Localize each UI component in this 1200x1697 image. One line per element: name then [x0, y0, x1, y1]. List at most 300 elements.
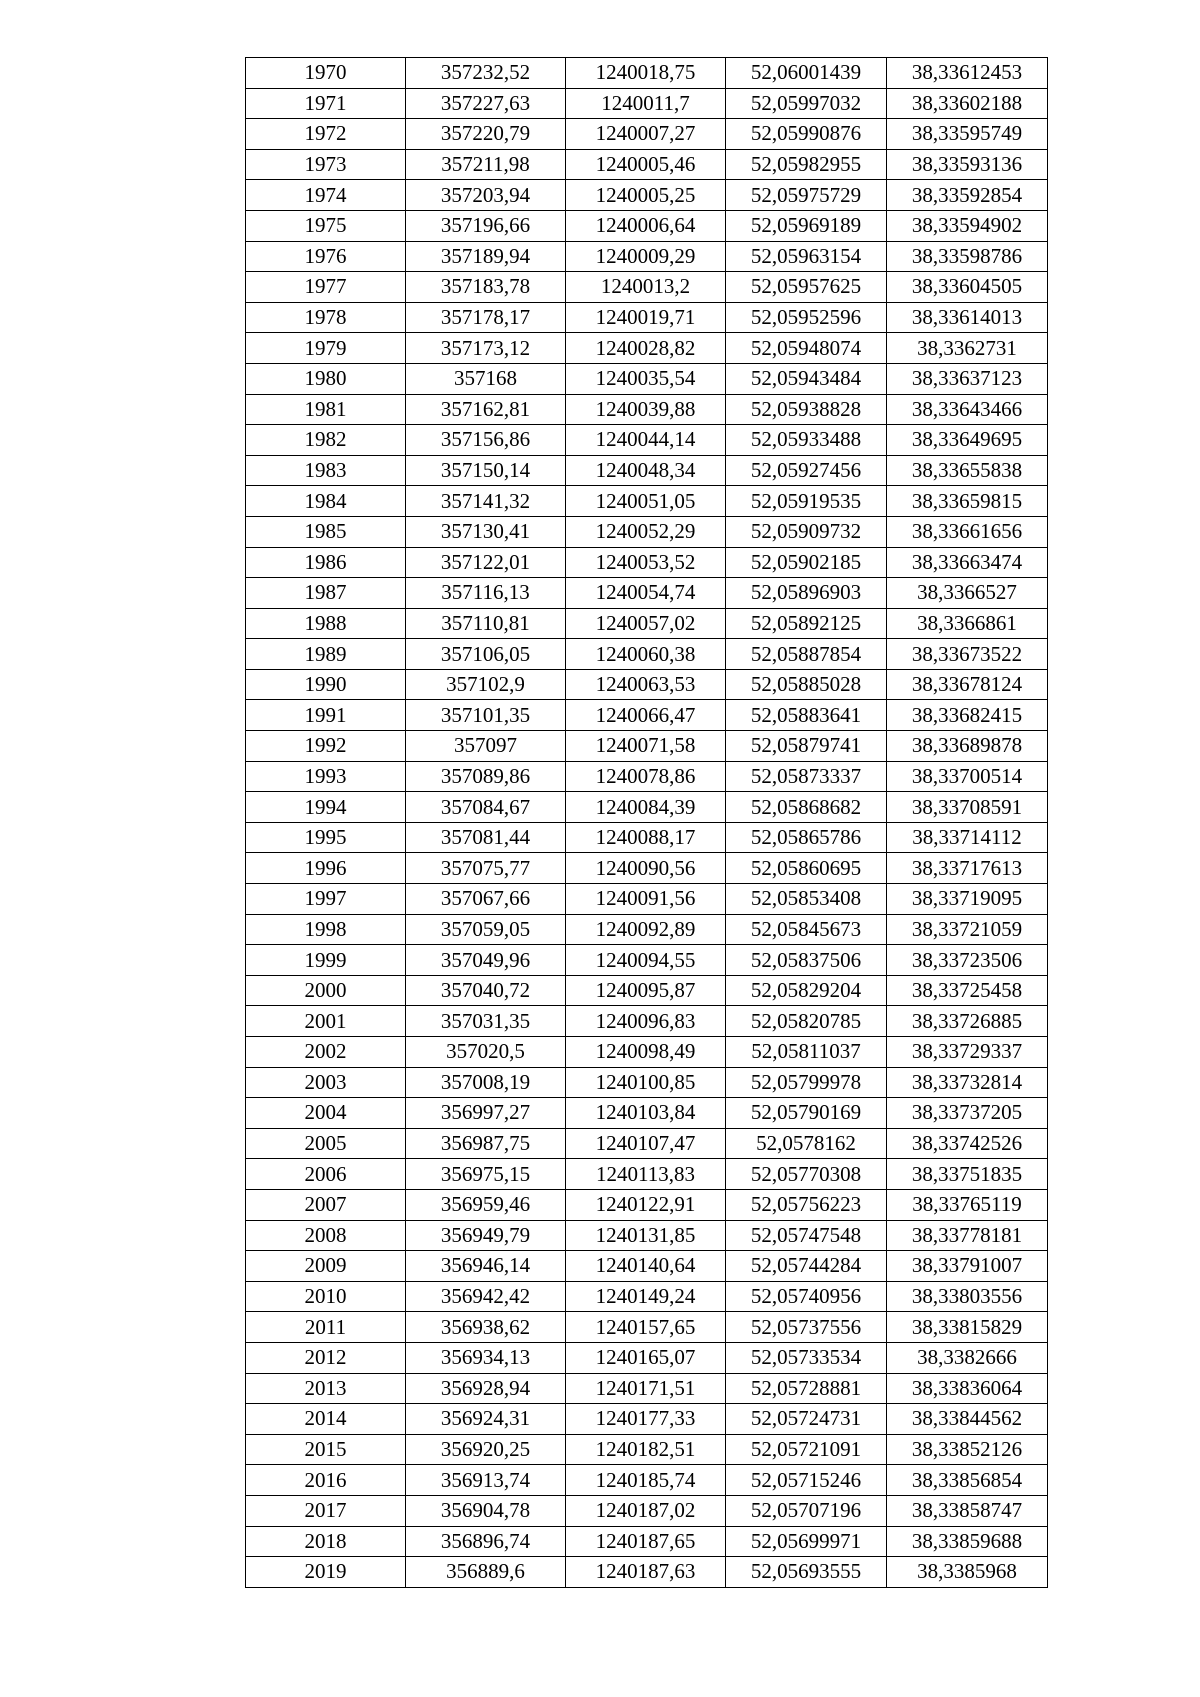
point-number-cell: 1988 [246, 608, 406, 639]
coordinates-table-body [246, 58, 1048, 1588]
y-coordinate-cell: 1240092,89 [566, 914, 726, 945]
longitude-cell: 38,33593136 [887, 149, 1048, 180]
latitude-cell: 52,05744284 [726, 1251, 887, 1282]
x-coordinate-cell: 357084,67 [406, 792, 566, 823]
x-coordinate-cell: 357183,78 [406, 272, 566, 303]
latitude-cell: 52,05868682 [726, 792, 887, 823]
longitude-cell: 38,33604505 [887, 272, 1048, 303]
x-coordinate-cell: 356997,27 [406, 1098, 566, 1129]
point-number-cell: 1990 [246, 669, 406, 700]
point-number-cell: 1986 [246, 547, 406, 578]
point-number-cell: 1996 [246, 853, 406, 884]
longitude-cell: 38,33852126 [887, 1434, 1048, 1465]
x-coordinate-cell: 356904,78 [406, 1495, 566, 1526]
y-coordinate-cell: 1240140,64 [566, 1251, 726, 1282]
point-number-cell: 1972 [246, 119, 406, 150]
latitude-cell: 52,05845673 [726, 914, 887, 945]
y-coordinate-cell: 1240122,91 [566, 1189, 726, 1220]
latitude-cell: 52,05873337 [726, 761, 887, 792]
x-coordinate-cell: 357097 [406, 731, 566, 762]
point-number-cell: 1973 [246, 149, 406, 180]
latitude-cell: 52,05938828 [726, 394, 887, 425]
x-coordinate-cell: 357227,63 [406, 88, 566, 119]
table-row [246, 241, 1048, 272]
longitude-cell: 38,33661656 [887, 516, 1048, 547]
latitude-cell: 52,05887854 [726, 639, 887, 670]
table-row [246, 700, 1048, 731]
latitude-cell: 52,05737556 [726, 1312, 887, 1343]
longitude-cell: 38,33725458 [887, 975, 1048, 1006]
longitude-cell: 38,33778181 [887, 1220, 1048, 1251]
latitude-cell: 52,05885028 [726, 669, 887, 700]
x-coordinate-cell: 357211,98 [406, 149, 566, 180]
y-coordinate-cell: 1240098,49 [566, 1037, 726, 1068]
table-row [246, 1251, 1048, 1282]
y-coordinate-cell: 1240107,47 [566, 1128, 726, 1159]
table-row [246, 1128, 1048, 1159]
point-number-cell: 2008 [246, 1220, 406, 1251]
latitude-cell: 52,06001439 [726, 58, 887, 89]
x-coordinate-cell: 357102,9 [406, 669, 566, 700]
table-row [246, 761, 1048, 792]
longitude-cell: 38,33595749 [887, 119, 1048, 150]
longitude-cell: 38,33655838 [887, 455, 1048, 486]
y-coordinate-cell: 1240071,58 [566, 731, 726, 762]
point-number-cell: 2016 [246, 1465, 406, 1496]
longitude-cell: 38,33682415 [887, 700, 1048, 731]
latitude-cell: 52,05747548 [726, 1220, 887, 1251]
longitude-cell: 38,33643466 [887, 394, 1048, 425]
latitude-cell: 52,05969189 [726, 210, 887, 241]
longitude-cell: 38,33614013 [887, 302, 1048, 333]
latitude-cell: 52,05790169 [726, 1098, 887, 1129]
y-coordinate-cell: 1240007,27 [566, 119, 726, 150]
y-coordinate-cell: 1240165,07 [566, 1342, 726, 1373]
y-coordinate-cell: 1240053,52 [566, 547, 726, 578]
longitude-cell: 38,33700514 [887, 761, 1048, 792]
latitude-cell: 52,05707196 [726, 1495, 887, 1526]
latitude-cell: 52,05952596 [726, 302, 887, 333]
latitude-cell: 52,05724731 [726, 1404, 887, 1435]
latitude-cell: 52,05879741 [726, 731, 887, 762]
point-number-cell: 2004 [246, 1098, 406, 1129]
x-coordinate-cell: 356959,46 [406, 1189, 566, 1220]
point-number-cell: 2018 [246, 1526, 406, 1557]
longitude-cell: 38,33717613 [887, 853, 1048, 884]
y-coordinate-cell: 1240028,82 [566, 333, 726, 364]
table-row [246, 425, 1048, 456]
latitude-cell: 52,05853408 [726, 884, 887, 915]
point-number-cell: 2005 [246, 1128, 406, 1159]
latitude-cell: 52,05693555 [726, 1557, 887, 1588]
table-row [246, 608, 1048, 639]
longitude-cell: 38,33714112 [887, 822, 1048, 853]
longitude-cell: 38,33602188 [887, 88, 1048, 119]
y-coordinate-cell: 1240048,34 [566, 455, 726, 486]
x-coordinate-cell: 356920,25 [406, 1434, 566, 1465]
table-row [246, 210, 1048, 241]
x-coordinate-cell: 357049,96 [406, 945, 566, 976]
point-number-cell: 1979 [246, 333, 406, 364]
x-coordinate-cell: 357031,35 [406, 1006, 566, 1037]
x-coordinate-cell: 357189,94 [406, 241, 566, 272]
y-coordinate-cell: 1240171,51 [566, 1373, 726, 1404]
latitude-cell: 52,05829204 [726, 975, 887, 1006]
latitude-cell: 52,05756223 [726, 1189, 887, 1220]
y-coordinate-cell: 1240113,83 [566, 1159, 726, 1190]
x-coordinate-cell: 357220,79 [406, 119, 566, 150]
latitude-cell: 52,05715246 [726, 1465, 887, 1496]
y-coordinate-cell: 1240051,05 [566, 486, 726, 517]
y-coordinate-cell: 1240103,84 [566, 1098, 726, 1129]
point-number-cell: 2013 [246, 1373, 406, 1404]
x-coordinate-cell: 356934,13 [406, 1342, 566, 1373]
table-row [246, 333, 1048, 364]
table-row [246, 516, 1048, 547]
point-number-cell: 1992 [246, 731, 406, 762]
longitude-cell: 38,3362731 [887, 333, 1048, 364]
x-coordinate-cell: 357020,5 [406, 1037, 566, 1068]
latitude-cell: 52,0578162 [726, 1128, 887, 1159]
latitude-cell: 52,05982955 [726, 149, 887, 180]
point-number-cell: 1970 [246, 58, 406, 89]
table-row [246, 1404, 1048, 1435]
point-number-cell: 1993 [246, 761, 406, 792]
point-number-cell: 2017 [246, 1495, 406, 1526]
point-number-cell: 2002 [246, 1037, 406, 1068]
y-coordinate-cell: 1240019,71 [566, 302, 726, 333]
x-coordinate-cell: 356924,31 [406, 1404, 566, 1435]
table-row [246, 272, 1048, 303]
point-number-cell: 2006 [246, 1159, 406, 1190]
point-number-cell: 1981 [246, 394, 406, 425]
point-number-cell: 1997 [246, 884, 406, 915]
longitude-cell: 38,33659815 [887, 486, 1048, 517]
x-coordinate-cell: 357089,86 [406, 761, 566, 792]
y-coordinate-cell: 1240006,64 [566, 210, 726, 241]
point-number-cell: 2000 [246, 975, 406, 1006]
y-coordinate-cell: 1240100,85 [566, 1067, 726, 1098]
table-row [246, 639, 1048, 670]
table-row [246, 1495, 1048, 1526]
y-coordinate-cell: 1240054,74 [566, 578, 726, 609]
x-coordinate-cell: 356942,42 [406, 1281, 566, 1312]
table-row [246, 455, 1048, 486]
table-row [246, 1342, 1048, 1373]
y-coordinate-cell: 1240094,55 [566, 945, 726, 976]
longitude-cell: 38,3366861 [887, 608, 1048, 639]
y-coordinate-cell: 1240095,87 [566, 975, 726, 1006]
longitude-cell: 38,33592854 [887, 180, 1048, 211]
table-row [246, 1281, 1048, 1312]
x-coordinate-cell: 356946,14 [406, 1251, 566, 1282]
longitude-cell: 38,33858747 [887, 1495, 1048, 1526]
table-row [246, 1526, 1048, 1557]
table-row [246, 945, 1048, 976]
x-coordinate-cell: 357101,35 [406, 700, 566, 731]
table-row [246, 547, 1048, 578]
x-coordinate-cell: 357203,94 [406, 180, 566, 211]
latitude-cell: 52,05963154 [726, 241, 887, 272]
longitude-cell: 38,33637123 [887, 363, 1048, 394]
latitude-cell: 52,05740956 [726, 1281, 887, 1312]
x-coordinate-cell: 357130,41 [406, 516, 566, 547]
longitude-cell: 38,33594902 [887, 210, 1048, 241]
longitude-cell: 38,33729337 [887, 1037, 1048, 1068]
longitude-cell: 38,33791007 [887, 1251, 1048, 1282]
point-number-cell: 1976 [246, 241, 406, 272]
table-row [246, 119, 1048, 150]
latitude-cell: 52,05975729 [726, 180, 887, 211]
y-coordinate-cell: 1240018,75 [566, 58, 726, 89]
point-number-cell: 1974 [246, 180, 406, 211]
y-coordinate-cell: 1240057,02 [566, 608, 726, 639]
x-coordinate-cell: 357059,05 [406, 914, 566, 945]
table-row [246, 180, 1048, 211]
table-row [246, 363, 1048, 394]
point-number-cell: 1977 [246, 272, 406, 303]
latitude-cell: 52,05990876 [726, 119, 887, 150]
latitude-cell: 52,05728881 [726, 1373, 887, 1404]
table-row [246, 1465, 1048, 1496]
latitude-cell: 52,05820785 [726, 1006, 887, 1037]
table-row [246, 914, 1048, 945]
table-row [246, 1067, 1048, 1098]
latitude-cell: 52,05997032 [726, 88, 887, 119]
point-number-cell: 1985 [246, 516, 406, 547]
x-coordinate-cell: 357178,17 [406, 302, 566, 333]
point-number-cell: 2011 [246, 1312, 406, 1343]
coordinates-table [245, 57, 1048, 1588]
y-coordinate-cell: 1240011,7 [566, 88, 726, 119]
x-coordinate-cell: 357196,66 [406, 210, 566, 241]
x-coordinate-cell: 357110,81 [406, 608, 566, 639]
table-row [246, 1006, 1048, 1037]
x-coordinate-cell: 357122,01 [406, 547, 566, 578]
latitude-cell: 52,05799978 [726, 1067, 887, 1098]
table-row [246, 1220, 1048, 1251]
table-row [246, 975, 1048, 1006]
table-row [246, 853, 1048, 884]
longitude-cell: 38,33708591 [887, 792, 1048, 823]
table-row [246, 731, 1048, 762]
x-coordinate-cell: 357106,05 [406, 639, 566, 670]
y-coordinate-cell: 1240052,29 [566, 516, 726, 547]
longitude-cell: 38,33737205 [887, 1098, 1048, 1129]
x-coordinate-cell: 356913,74 [406, 1465, 566, 1496]
x-coordinate-cell: 356889,6 [406, 1557, 566, 1588]
y-coordinate-cell: 1240005,25 [566, 180, 726, 211]
longitude-cell: 38,33751835 [887, 1159, 1048, 1190]
x-coordinate-cell: 357141,32 [406, 486, 566, 517]
longitude-cell: 38,33803556 [887, 1281, 1048, 1312]
longitude-cell: 38,33663474 [887, 547, 1048, 578]
table-row [246, 1373, 1048, 1404]
point-number-cell: 1999 [246, 945, 406, 976]
point-number-cell: 1984 [246, 486, 406, 517]
latitude-cell: 52,05883641 [726, 700, 887, 731]
table-row [246, 669, 1048, 700]
longitude-cell: 38,33732814 [887, 1067, 1048, 1098]
latitude-cell: 52,05892125 [726, 608, 887, 639]
y-coordinate-cell: 1240177,33 [566, 1404, 726, 1435]
longitude-cell: 38,33859688 [887, 1526, 1048, 1557]
point-number-cell: 1987 [246, 578, 406, 609]
table-row [246, 884, 1048, 915]
y-coordinate-cell: 1240084,39 [566, 792, 726, 823]
x-coordinate-cell: 357173,12 [406, 333, 566, 364]
y-coordinate-cell: 1240149,24 [566, 1281, 726, 1312]
x-coordinate-cell: 357075,77 [406, 853, 566, 884]
point-number-cell: 1982 [246, 425, 406, 456]
longitude-cell: 38,33689878 [887, 731, 1048, 762]
x-coordinate-cell: 357168 [406, 363, 566, 394]
longitude-cell: 38,33726885 [887, 1006, 1048, 1037]
y-coordinate-cell: 1240044,14 [566, 425, 726, 456]
table-row [246, 578, 1048, 609]
x-coordinate-cell: 357150,14 [406, 455, 566, 486]
table-row [246, 58, 1048, 89]
latitude-cell: 52,05957625 [726, 272, 887, 303]
longitude-cell: 38,33844562 [887, 1404, 1048, 1435]
latitude-cell: 52,05699971 [726, 1526, 887, 1557]
x-coordinate-cell: 356928,94 [406, 1373, 566, 1404]
longitude-cell: 38,33836064 [887, 1373, 1048, 1404]
table-row [246, 792, 1048, 823]
point-number-cell: 1995 [246, 822, 406, 853]
y-coordinate-cell: 1240078,86 [566, 761, 726, 792]
x-coordinate-cell: 356975,15 [406, 1159, 566, 1190]
table-row [246, 1189, 1048, 1220]
longitude-cell: 38,33719095 [887, 884, 1048, 915]
point-number-cell: 1983 [246, 455, 406, 486]
latitude-cell: 52,05909732 [726, 516, 887, 547]
table-row [246, 486, 1048, 517]
point-number-cell: 1971 [246, 88, 406, 119]
y-coordinate-cell: 1240185,74 [566, 1465, 726, 1496]
table-row [246, 302, 1048, 333]
y-coordinate-cell: 1240005,46 [566, 149, 726, 180]
point-number-cell: 2012 [246, 1342, 406, 1373]
latitude-cell: 52,05919535 [726, 486, 887, 517]
longitude-cell: 38,33815829 [887, 1312, 1048, 1343]
y-coordinate-cell: 1240066,47 [566, 700, 726, 731]
y-coordinate-cell: 1240090,56 [566, 853, 726, 884]
y-coordinate-cell: 1240091,56 [566, 884, 726, 915]
y-coordinate-cell: 1240187,02 [566, 1495, 726, 1526]
latitude-cell: 52,05943484 [726, 363, 887, 394]
longitude-cell: 38,33856854 [887, 1465, 1048, 1496]
point-number-cell: 2003 [246, 1067, 406, 1098]
y-coordinate-cell: 1240060,38 [566, 639, 726, 670]
point-number-cell: 1994 [246, 792, 406, 823]
x-coordinate-cell: 357156,86 [406, 425, 566, 456]
longitude-cell: 38,33649695 [887, 425, 1048, 456]
table-row [246, 394, 1048, 425]
y-coordinate-cell: 1240039,88 [566, 394, 726, 425]
point-number-cell: 1989 [246, 639, 406, 670]
longitude-cell: 38,3366527 [887, 578, 1048, 609]
y-coordinate-cell: 1240096,83 [566, 1006, 726, 1037]
point-number-cell: 2007 [246, 1189, 406, 1220]
point-number-cell: 2019 [246, 1557, 406, 1588]
y-coordinate-cell: 1240187,65 [566, 1526, 726, 1557]
point-number-cell: 1980 [246, 363, 406, 394]
table-row [246, 1312, 1048, 1343]
y-coordinate-cell: 1240009,29 [566, 241, 726, 272]
x-coordinate-cell: 357040,72 [406, 975, 566, 1006]
x-coordinate-cell: 357008,19 [406, 1067, 566, 1098]
point-number-cell: 2001 [246, 1006, 406, 1037]
x-coordinate-cell: 356896,74 [406, 1526, 566, 1557]
longitude-cell: 38,3385968 [887, 1557, 1048, 1588]
table-row [246, 88, 1048, 119]
y-coordinate-cell: 1240035,54 [566, 363, 726, 394]
x-coordinate-cell: 356949,79 [406, 1220, 566, 1251]
latitude-cell: 52,05865786 [726, 822, 887, 853]
x-coordinate-cell: 356938,62 [406, 1312, 566, 1343]
x-coordinate-cell: 357162,81 [406, 394, 566, 425]
x-coordinate-cell: 357116,13 [406, 578, 566, 609]
y-coordinate-cell: 1240013,2 [566, 272, 726, 303]
longitude-cell: 38,33598786 [887, 241, 1048, 272]
x-coordinate-cell: 357232,52 [406, 58, 566, 89]
point-number-cell: 2014 [246, 1404, 406, 1435]
longitude-cell: 38,3382666 [887, 1342, 1048, 1373]
point-number-cell: 2015 [246, 1434, 406, 1465]
latitude-cell: 52,05733534 [726, 1342, 887, 1373]
longitude-cell: 38,33678124 [887, 669, 1048, 700]
x-coordinate-cell: 357067,66 [406, 884, 566, 915]
table-row [246, 1159, 1048, 1190]
latitude-cell: 52,05721091 [726, 1434, 887, 1465]
x-coordinate-cell: 357081,44 [406, 822, 566, 853]
latitude-cell: 52,05948074 [726, 333, 887, 364]
latitude-cell: 52,05896903 [726, 578, 887, 609]
y-coordinate-cell: 1240157,65 [566, 1312, 726, 1343]
table-row [246, 1037, 1048, 1068]
latitude-cell: 52,05927456 [726, 455, 887, 486]
latitude-cell: 52,05933488 [726, 425, 887, 456]
longitude-cell: 38,33673522 [887, 639, 1048, 670]
longitude-cell: 38,33765119 [887, 1189, 1048, 1220]
table-row [246, 1434, 1048, 1465]
latitude-cell: 52,05837506 [726, 945, 887, 976]
table-row [246, 822, 1048, 853]
y-coordinate-cell: 1240182,51 [566, 1434, 726, 1465]
longitude-cell: 38,33612453 [887, 58, 1048, 89]
longitude-cell: 38,33723506 [887, 945, 1048, 976]
point-number-cell: 1991 [246, 700, 406, 731]
latitude-cell: 52,05811037 [726, 1037, 887, 1068]
table-row [246, 149, 1048, 180]
y-coordinate-cell: 1240088,17 [566, 822, 726, 853]
longitude-cell: 38,33721059 [887, 914, 1048, 945]
table-row [246, 1557, 1048, 1588]
latitude-cell: 52,05902185 [726, 547, 887, 578]
x-coordinate-cell: 356987,75 [406, 1128, 566, 1159]
y-coordinate-cell: 1240187,63 [566, 1557, 726, 1588]
point-number-cell: 2009 [246, 1251, 406, 1282]
point-number-cell: 1978 [246, 302, 406, 333]
latitude-cell: 52,05860695 [726, 853, 887, 884]
point-number-cell: 1998 [246, 914, 406, 945]
table-row [246, 1098, 1048, 1129]
y-coordinate-cell: 1240131,85 [566, 1220, 726, 1251]
longitude-cell: 38,33742526 [887, 1128, 1048, 1159]
y-coordinate-cell: 1240063,53 [566, 669, 726, 700]
latitude-cell: 52,05770308 [726, 1159, 887, 1190]
